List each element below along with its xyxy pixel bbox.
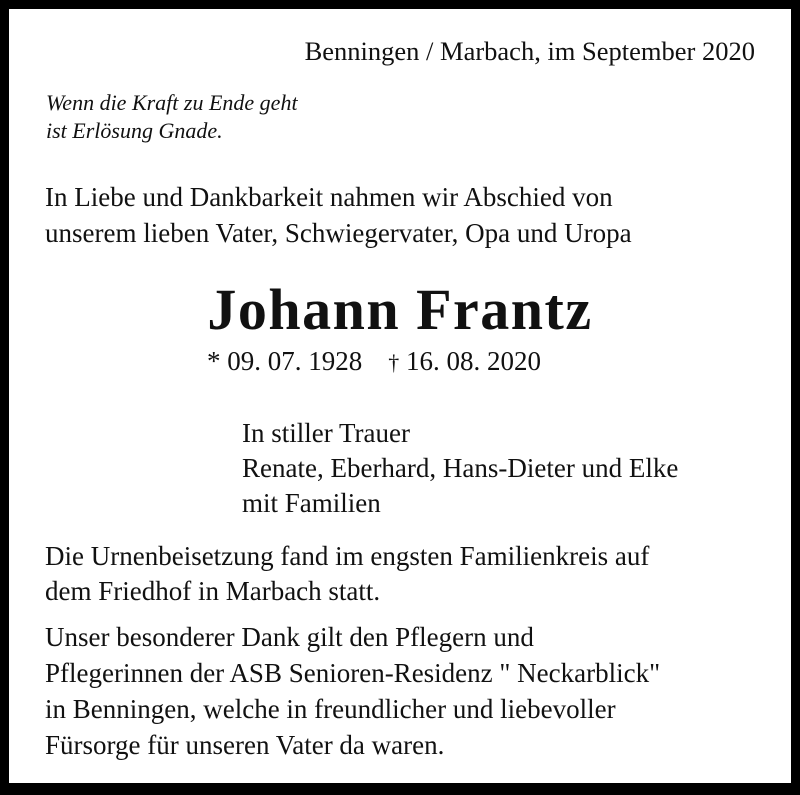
obituary-notice xyxy=(9,9,791,783)
motto-line: Wenn die Kraft zu Ende geht xyxy=(46,90,298,115)
deceased-name: Johann Frantz xyxy=(207,277,593,342)
intro-line: In Liebe und Dankbarkeit nahmen wir Abschied von xyxy=(45,182,613,212)
place-date: Benningen / Marbach, im September 2020 xyxy=(304,36,755,66)
thanks-line: Fürsorge für unseren Vater da waren. xyxy=(45,730,445,760)
mourners-line: Renate, Eberhard, Hans-Dieter und Elke xyxy=(242,453,679,483)
cross-icon: † xyxy=(388,350,400,375)
motto-line: ist Erlösung Gnade. xyxy=(46,118,223,143)
burial-line: dem Friedhof in Marbach statt. xyxy=(45,576,381,606)
intro-line: unserem lieben Vater, Schwiegervater, Opa und Uropa xyxy=(45,218,632,248)
burial-line: Die Urnenbeisetzung fand im engsten Familienkreis auf xyxy=(45,541,650,571)
mourners-line: mit Familien xyxy=(242,488,381,518)
thanks-line: Pflegerinnen der ASB Senioren-Residenz " Neckarblick" xyxy=(45,658,661,688)
thanks-line: Unser besonderer Dank gilt den Pflegern und xyxy=(45,622,534,652)
mourners-line: In stiller Trauer xyxy=(242,418,410,448)
death-date: 16. 08. 2020 xyxy=(406,346,541,376)
thanks-line: in Benningen, welche in freundlicher und liebevoller xyxy=(45,694,616,724)
birth-date: * 09. 07. 1928 xyxy=(207,346,363,376)
life-dates xyxy=(207,345,541,379)
